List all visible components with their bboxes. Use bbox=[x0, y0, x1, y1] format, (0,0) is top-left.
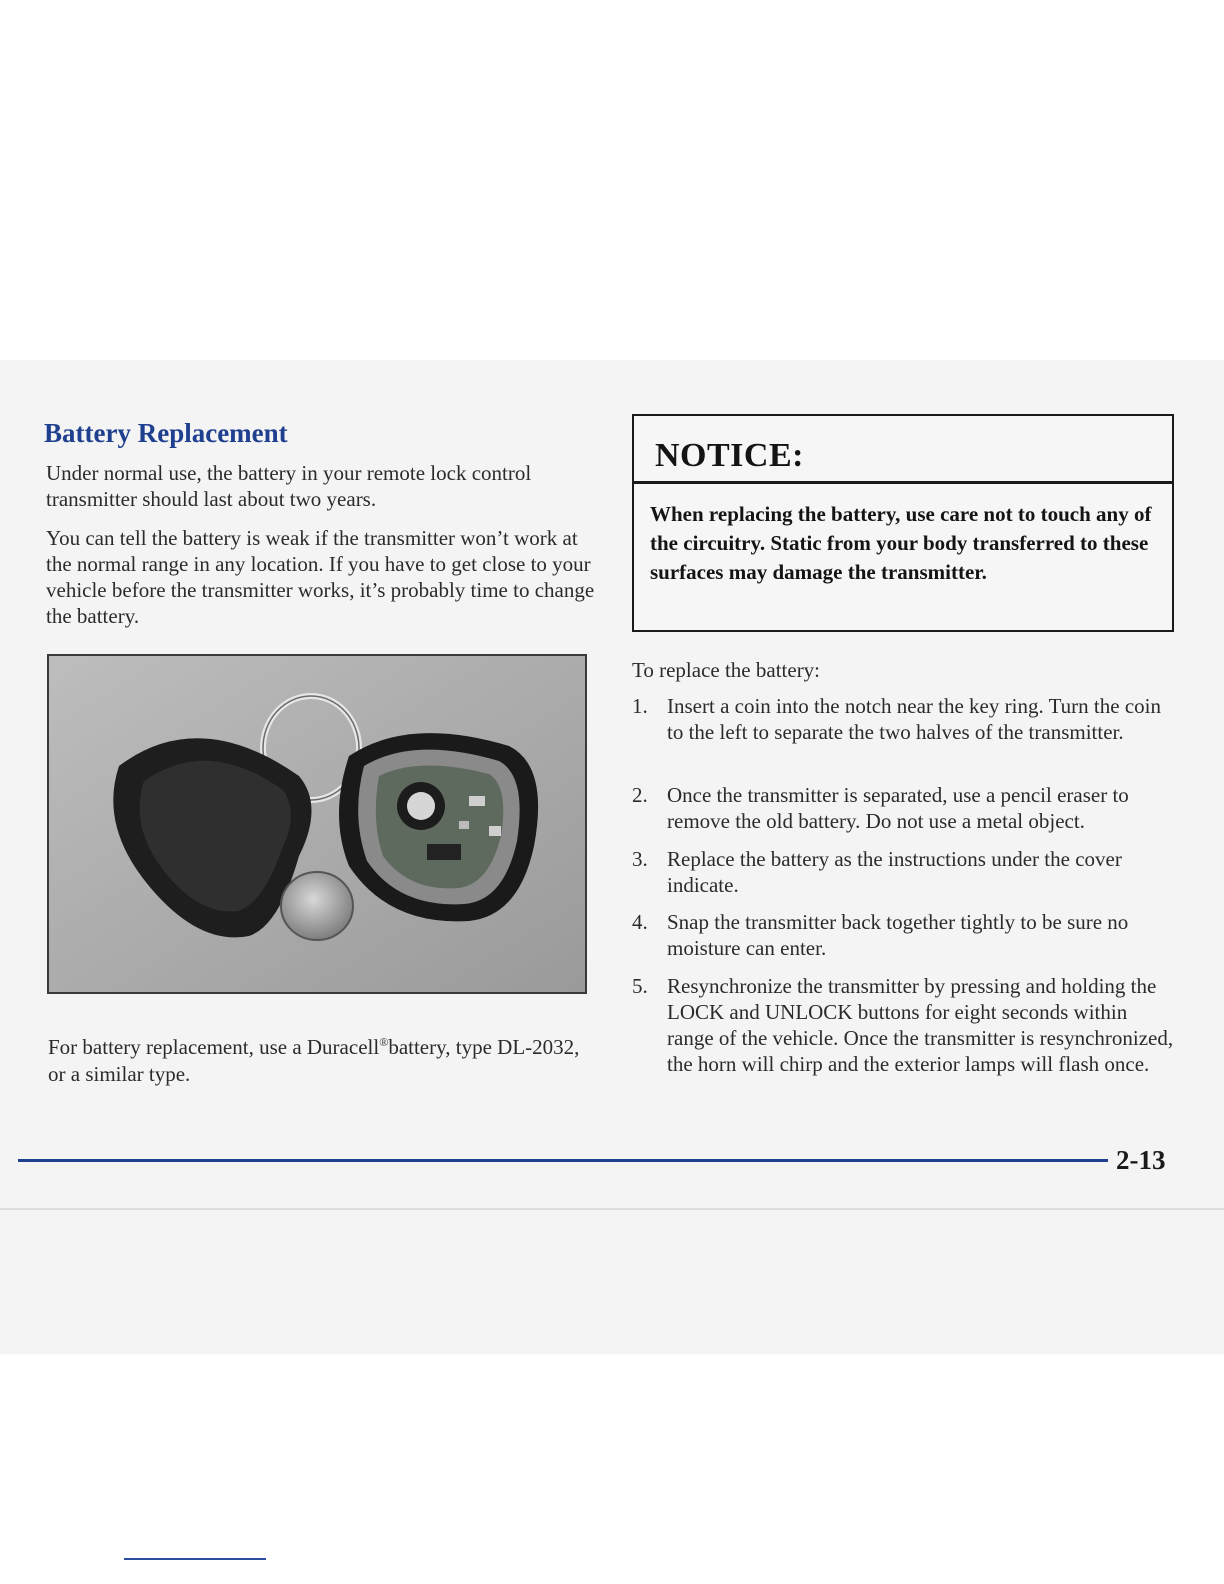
step-number: 1. bbox=[632, 694, 648, 718]
notice-box bbox=[632, 414, 1174, 632]
notice-heading: NOTICE: bbox=[634, 416, 1172, 484]
step-number: 5. bbox=[632, 974, 648, 998]
intro-paragraph: Under normal use, the battery in your remote lock control transmitter should last about two years. bbox=[46, 461, 532, 511]
step-text: Once the transmitter is separated, use a pencil eraser to remove the old battery. Do not use a metal object. bbox=[667, 783, 1129, 833]
transmitter-photo bbox=[47, 654, 587, 994]
notice-body: When replacing the battery, use care not to touch any of the circuitry. Static from your body transferred to these surfaces may damage the transmitter. bbox=[650, 502, 1152, 584]
caption-text-after: battery, type DL-2032, or a similar type. bbox=[48, 1035, 580, 1086]
step-number: 3. bbox=[632, 847, 648, 871]
page-number: 2-13 bbox=[1116, 1145, 1166, 1175]
bottom-underline bbox=[124, 1558, 266, 1560]
weak-battery-paragraph: You can tell the battery is weak if the transmitter won’t work at the normal range in any location. If you have to get close to your vehicle before the transmitter works, it’s probably time to change the battery. bbox=[46, 526, 595, 628]
step-text: Snap the transmitter back together tightly to be sure no moisture can enter. bbox=[667, 910, 1129, 960]
transmitter-illustration bbox=[49, 656, 585, 992]
caption-text-before: For battery replacement, use a Duracell bbox=[48, 1035, 380, 1059]
list-item bbox=[632, 973, 1177, 1077]
section-title: Battery Replacement bbox=[44, 418, 288, 448]
procedure-intro: To replace the battery: bbox=[632, 658, 821, 682]
step-number: 4. bbox=[632, 910, 648, 934]
footer-rule bbox=[18, 1159, 1108, 1162]
list-item bbox=[632, 782, 1177, 834]
page-divider bbox=[0, 1208, 1224, 1210]
step-text: Resynchronize the transmitter by pressing and holding the LOCK and UNLOCK buttons for eight seconds within range of the vehicle. Once the transmitter is resynchronized, the horn will chirp and the exterior lamps will flash once. bbox=[667, 974, 1174, 1076]
list-item bbox=[632, 846, 1177, 898]
step-number: 2. bbox=[632, 783, 648, 807]
step-text: Insert a coin into the notch near the key ring. Turn the coin to the left to separate the two halves of the transmitter. bbox=[667, 694, 1161, 744]
list-item bbox=[632, 693, 1177, 745]
list-item bbox=[632, 909, 1177, 961]
step-text: Replace the battery as the instructions under the cover indicate. bbox=[667, 847, 1122, 897]
registered-mark: ® bbox=[379, 1035, 389, 1049]
battery-type-caption bbox=[48, 1034, 588, 1088]
